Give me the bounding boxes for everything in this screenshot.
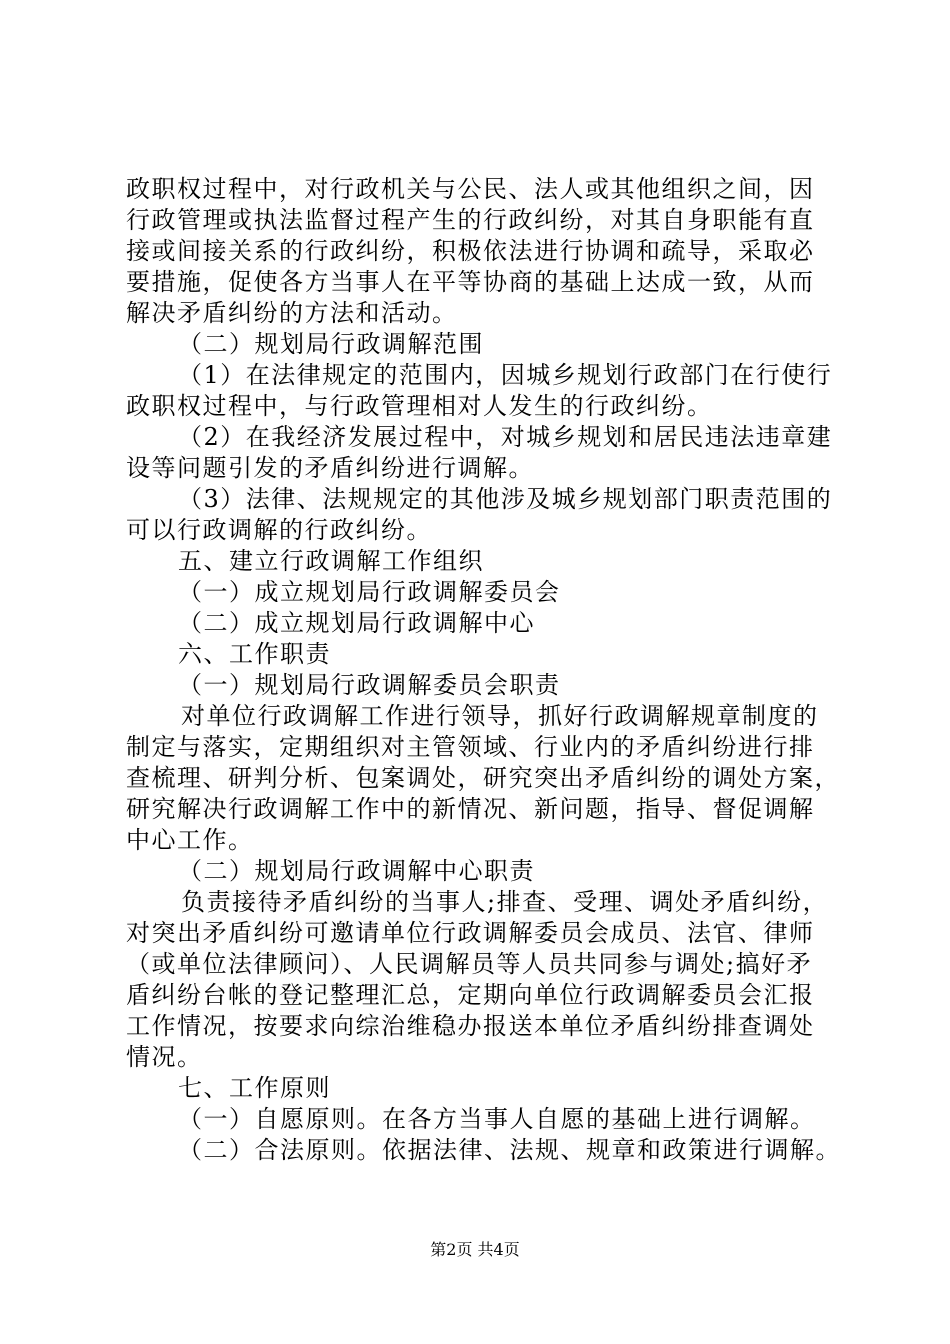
text-line: 六、工作职责 xyxy=(178,640,331,668)
text-line: 接或间接关系的行政纠纷，积极依法进行协调和疏导，采取必 xyxy=(126,237,815,265)
text-line: 五、建立行政调解工作组织 xyxy=(178,547,484,575)
text-line: 对突出矛盾纠纷可邀请单位行政调解委员会成员、法官、律师 xyxy=(126,919,815,947)
text-line: 政职权过程中，与行政管理相对人发生的行政纠纷。 xyxy=(126,392,713,420)
text-line: 研究解决行政调解工作中的新情况、新问题，指导、督促调解 xyxy=(126,795,815,823)
text-line: （3）法律、法规规定的其他涉及城乡规划部门职责范围的 xyxy=(178,485,833,513)
text-line: 情况。 xyxy=(126,1043,203,1071)
text-line: （或单位法律顾问）、人民调解员等人员共同参与调处;搞好矛 xyxy=(126,950,813,978)
text-line: （1）在法律规定的范围内，因城乡规划行政部门在行使行 xyxy=(178,361,833,389)
text-line: 查梳理、研判分析、包案调处，研究突出矛盾纠纷的调处方案， xyxy=(126,764,840,792)
text-line: （二）规划局行政调解中心职责 xyxy=(178,857,535,885)
text-line: 盾纠纷台帐的登记整理汇总，定期向单位行政调解委员会汇报 xyxy=(126,981,815,1009)
text-line: 中心工作。 xyxy=(126,826,254,854)
text-line: 政职权过程中，对行政机关与公民、法人或其他组织之间，因 xyxy=(126,175,815,203)
text-line: 负责接待矛盾纠纷的当事人;排查、受理、调处矛盾纠纷， xyxy=(181,888,829,916)
text-line: （一）自愿原则。在各方当事人自愿的基础上进行调解。 xyxy=(178,1105,816,1133)
text-line: 解决矛盾纠纷的方法和活动。 xyxy=(126,299,458,327)
text-line: （二）规划局行政调解范围 xyxy=(178,330,484,358)
text-line: （二）成立规划局行政调解中心 xyxy=(178,609,535,637)
document-body xyxy=(126,174,841,1166)
text-line: 对单位行政调解工作进行领导，抓好行政调解规章制度的 xyxy=(181,702,819,730)
text-line: （一）规划局行政调解委员会职责 xyxy=(178,671,561,699)
text-line: 设等问题引发的矛盾纠纷进行调解。 xyxy=(126,454,534,482)
page-footer: 第2页 共4页 xyxy=(430,1240,520,1259)
text-line: 七、工作原则 xyxy=(178,1074,331,1102)
text-line: 可以行政调解的行政纠纷。 xyxy=(126,516,432,544)
text-line: 工作情况，按要求向综治维稳办报送本单位矛盾纠纷排查调处 xyxy=(126,1012,815,1040)
text-line: （2）在我经济发展过程中，对城乡规划和居民违法违章建 xyxy=(178,423,833,451)
text-line: 行政管理或执法监督过程产生的行政纠纷，对其自身职能有直 xyxy=(126,206,815,234)
text-line: （二）合法原则。依据法律、法规、规章和政策进行调解。 xyxy=(178,1136,841,1164)
text-line: 制定与落实，定期组织对主管领域、行业内的矛盾纠纷进行排 xyxy=(126,733,815,761)
text-line: （一）成立规划局行政调解委员会 xyxy=(178,578,561,606)
text-line: 要措施，促使各方当事人在平等协商的基础上达成一致，从而 xyxy=(126,268,815,296)
